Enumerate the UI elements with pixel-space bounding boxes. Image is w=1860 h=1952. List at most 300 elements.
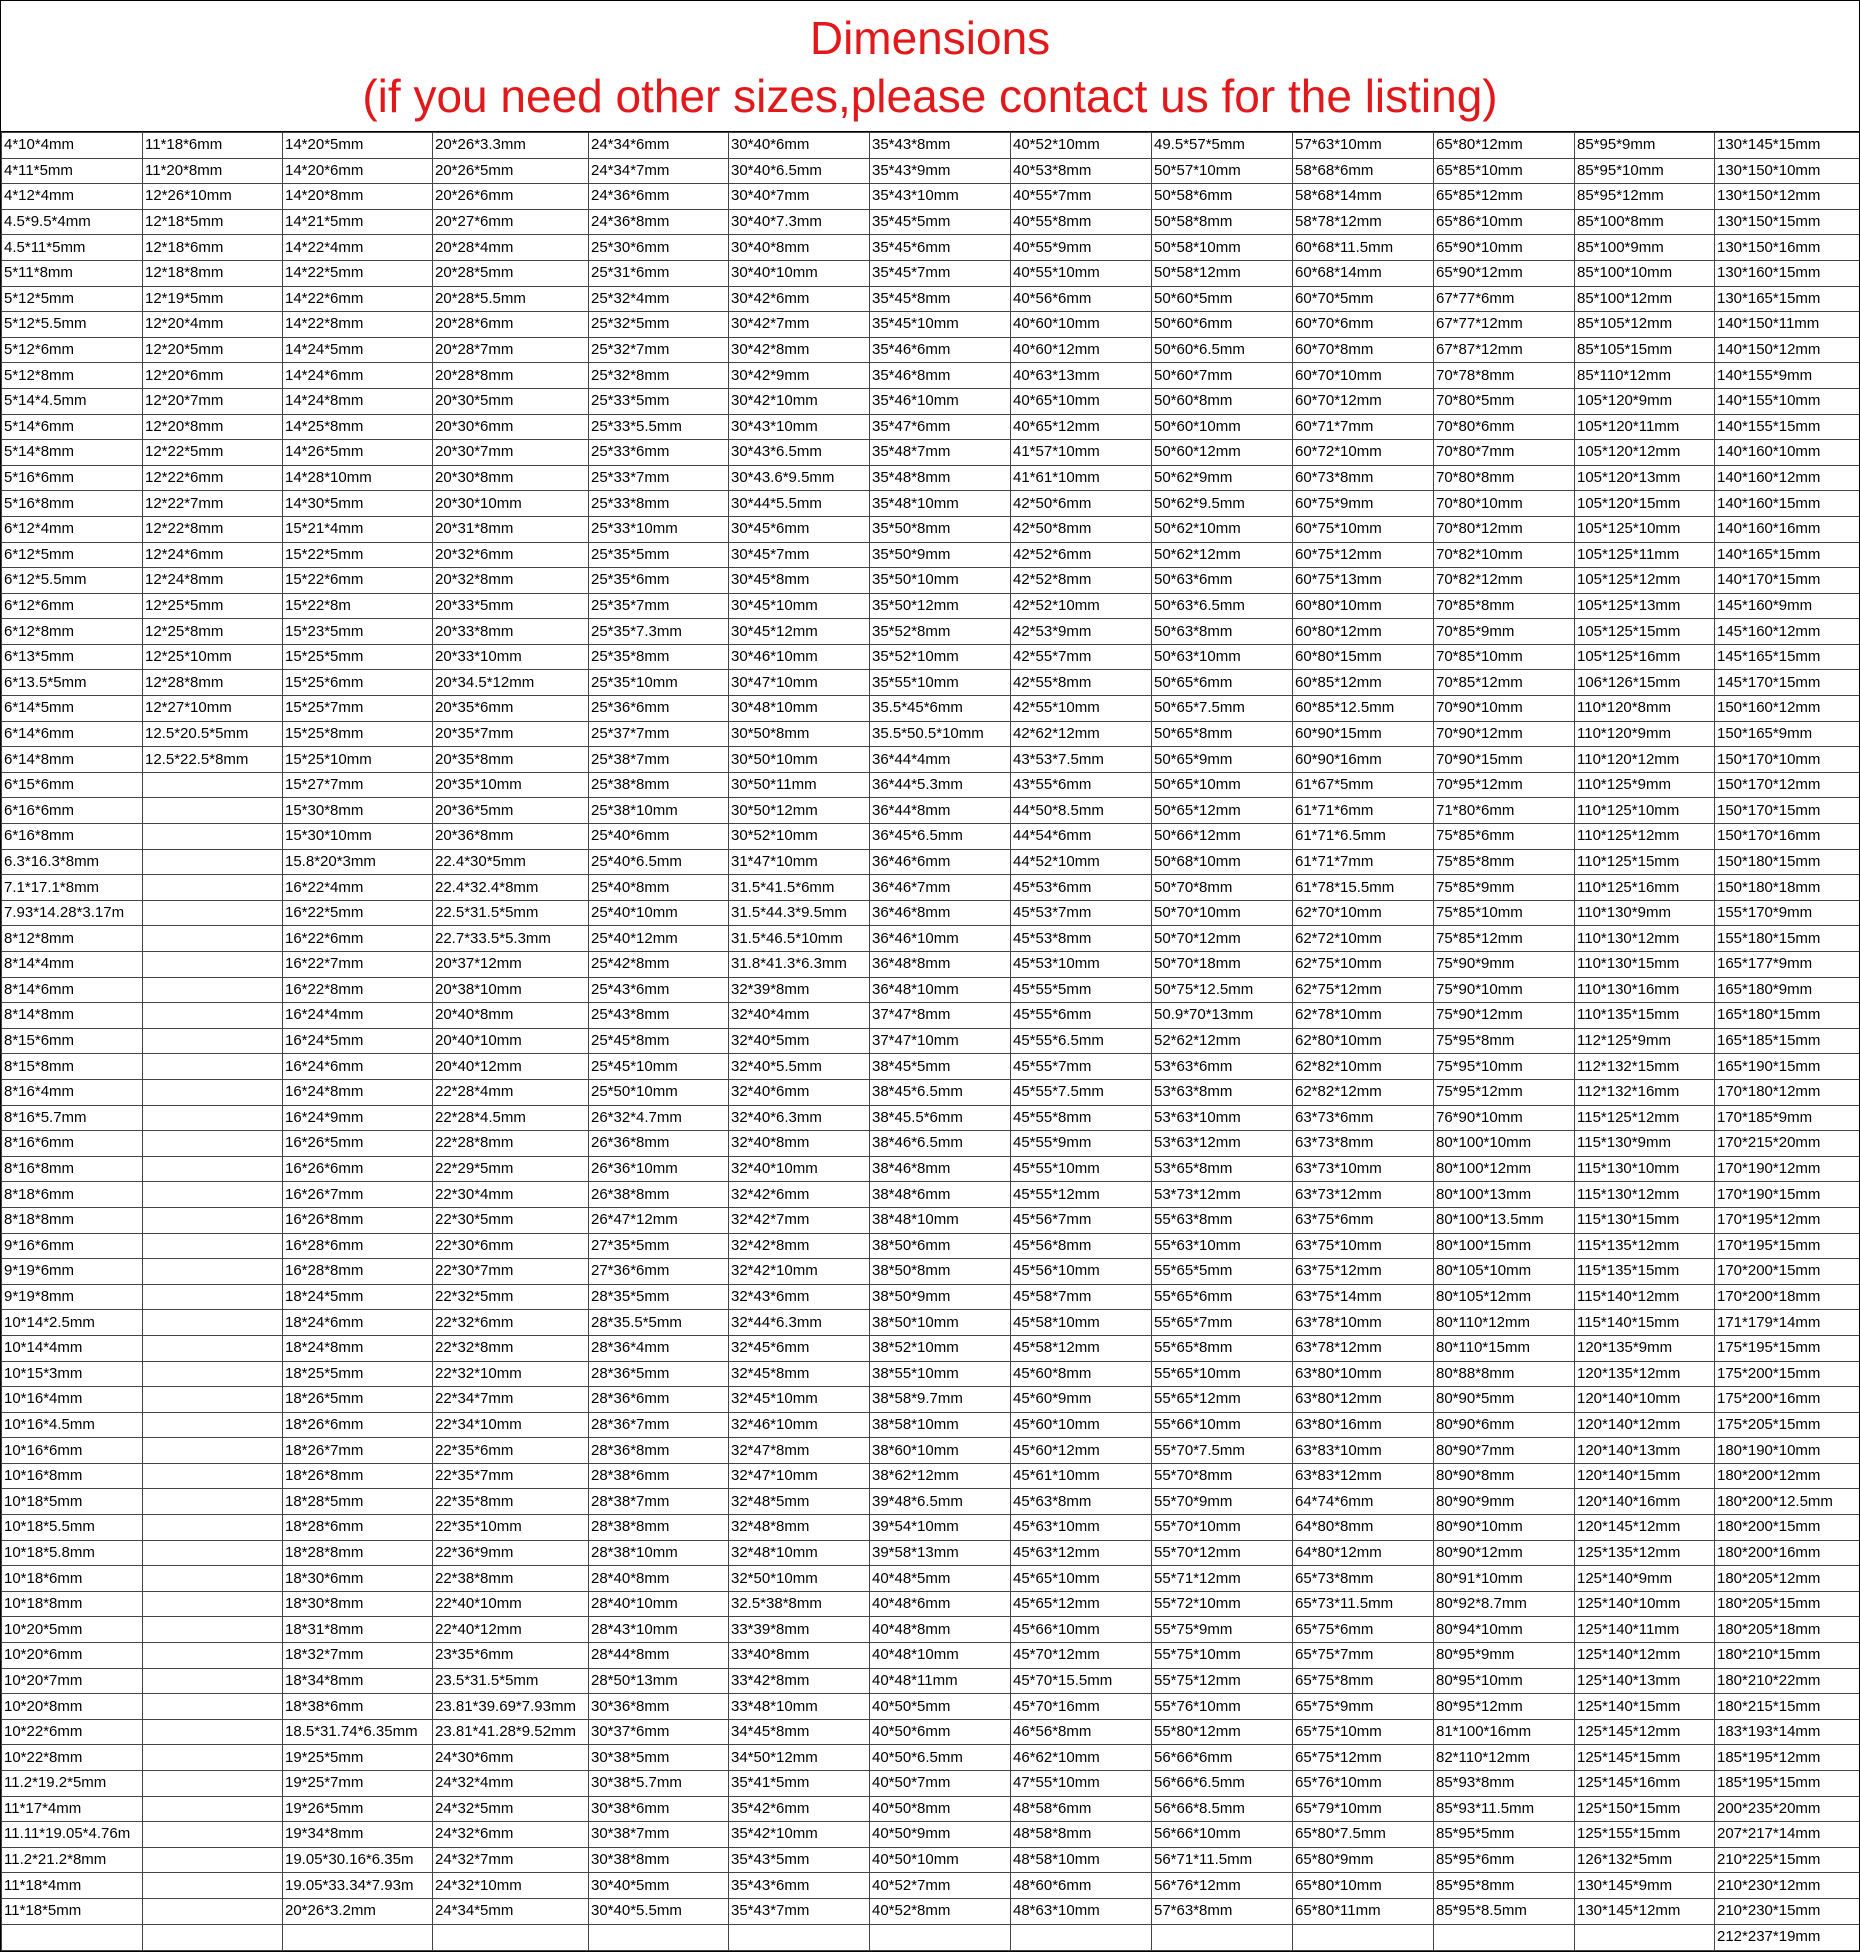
size-cell: 65*75*8mm xyxy=(1293,1668,1434,1694)
size-cell: 33*48*10mm xyxy=(729,1694,870,1720)
size-cell xyxy=(143,926,283,952)
size-cell: 30*46*10mm xyxy=(729,644,870,670)
size-cell: 36*44*4mm xyxy=(870,747,1011,773)
size-cell: 26*36*8mm xyxy=(589,1131,729,1157)
size-cell: 12*18*5mm xyxy=(143,209,283,235)
size-cell: 15*27*7mm xyxy=(283,772,433,798)
size-cell: 15*30*10mm xyxy=(283,824,433,850)
size-cell: 170*195*15mm xyxy=(1715,1233,1860,1259)
size-cell: 12*22*5mm xyxy=(143,440,283,466)
size-cell: 140*155*10mm xyxy=(1715,388,1860,414)
size-cell: 180*205*12mm xyxy=(1715,1566,1860,1592)
size-cell xyxy=(143,1847,283,1873)
size-cell: 115*130*15mm xyxy=(1575,1207,1715,1233)
size-cell: 28*35.5*5mm xyxy=(589,1310,729,1336)
table-row xyxy=(2,798,1860,824)
size-cell: 24*36*8mm xyxy=(589,209,729,235)
size-cell: 60*72*10mm xyxy=(1293,440,1434,466)
size-cell: 30*50*12mm xyxy=(729,798,870,824)
size-cell: 28*38*8mm xyxy=(589,1515,729,1541)
size-cell: 24*32*7mm xyxy=(433,1847,589,1873)
size-cell: 22*30*7mm xyxy=(433,1259,589,1285)
table-row xyxy=(2,337,1860,363)
size-cell: 60*75*12mm xyxy=(1293,542,1434,568)
size-cell: 12*19*5mm xyxy=(143,286,283,312)
size-cell: 130*145*9mm xyxy=(1575,1873,1715,1899)
size-cell: 25*40*12mm xyxy=(589,926,729,952)
size-cell: 60*85*12.5mm xyxy=(1293,696,1434,722)
size-cell: 64*80*8mm xyxy=(1293,1515,1434,1541)
size-cell: 6*13*5mm xyxy=(2,644,143,670)
size-cell: 110*130*9mm xyxy=(1575,900,1715,926)
size-cell: 20*36*5mm xyxy=(433,798,589,824)
size-cell: 20*28*5mm xyxy=(433,260,589,286)
size-cell: 35*50*8mm xyxy=(870,516,1011,542)
size-cell: 45*60*10mm xyxy=(1011,1412,1152,1438)
size-cell: 180*190*10mm xyxy=(1715,1438,1860,1464)
size-cell: 45*53*7mm xyxy=(1011,900,1152,926)
size-cell: 85*100*10mm xyxy=(1575,260,1715,286)
size-cell xyxy=(1011,1924,1152,1950)
size-cell: 48*58*8mm xyxy=(1011,1822,1152,1848)
size-cell: 50*63*6.5mm xyxy=(1152,593,1293,619)
size-cell: 45*66*10mm xyxy=(1011,1617,1152,1643)
size-cell: 50*60*6mm xyxy=(1152,312,1293,338)
size-cell xyxy=(143,1924,283,1950)
size-cell: 145*160*12mm xyxy=(1715,619,1860,645)
size-cell: 70*95*12mm xyxy=(1434,772,1575,798)
size-cell xyxy=(143,1233,283,1259)
size-cell: 16*26*7mm xyxy=(283,1182,433,1208)
table-row xyxy=(2,260,1860,286)
page-title: Dimensions xyxy=(809,12,1051,64)
size-cell: 10*14*2.5mm xyxy=(2,1310,143,1336)
size-cell: 67*77*12mm xyxy=(1434,312,1575,338)
size-cell: 20*27*6mm xyxy=(433,209,589,235)
size-cell xyxy=(283,1924,433,1950)
size-cell: 80*92*8.7mm xyxy=(1434,1591,1575,1617)
size-cell: 140*155*9mm xyxy=(1715,363,1860,389)
size-cell: 22*29*5mm xyxy=(433,1156,589,1182)
size-cell: 22.5*31.5*5mm xyxy=(433,900,589,926)
size-cell: 80*95*9mm xyxy=(1434,1643,1575,1669)
size-cell: 20*28*7mm xyxy=(433,337,589,363)
size-cell: 105*125*12mm xyxy=(1575,568,1715,594)
size-cell: 20*34.5*12mm xyxy=(433,670,589,696)
size-cell xyxy=(143,875,283,901)
size-cell: 24*34*6mm xyxy=(589,133,729,159)
size-cell: 125*140*11mm xyxy=(1575,1617,1715,1643)
table-row xyxy=(2,977,1860,1003)
size-cell: 115*125*12mm xyxy=(1575,1105,1715,1131)
size-cell: 18*28*8mm xyxy=(283,1540,433,1566)
table-row xyxy=(2,1284,1860,1310)
size-cell: 140*160*10mm xyxy=(1715,440,1860,466)
size-cell: 110*130*16mm xyxy=(1575,977,1715,1003)
size-cell: 55*75*10mm xyxy=(1152,1643,1293,1669)
size-cell: 20*30*8mm xyxy=(433,465,589,491)
size-cell xyxy=(143,1643,283,1669)
size-cell: 50*65*7.5mm xyxy=(1152,696,1293,722)
size-cell: 5*16*6mm xyxy=(2,465,143,491)
size-cell: 25*35*8mm xyxy=(589,644,729,670)
size-cell: 50*57*10mm xyxy=(1152,158,1293,184)
size-cell: 35*46*8mm xyxy=(870,363,1011,389)
size-cell: 14*22*4mm xyxy=(283,235,433,261)
size-cell: 40*60*10mm xyxy=(1011,312,1152,338)
size-cell: 27*36*6mm xyxy=(589,1259,729,1285)
size-cell: 23.81*41.28*9.52mm xyxy=(433,1719,589,1745)
size-cell: 26*32*4.7mm xyxy=(589,1105,729,1131)
size-cell: 55*65*7mm xyxy=(1152,1310,1293,1336)
size-cell: 105*120*12mm xyxy=(1575,440,1715,466)
size-cell xyxy=(143,1079,283,1105)
size-cell: 63*75*12mm xyxy=(1293,1259,1434,1285)
size-cell: 35*48*7mm xyxy=(870,440,1011,466)
size-cell: 5*12*5.5mm xyxy=(2,312,143,338)
size-cell: 45*53*8mm xyxy=(1011,926,1152,952)
table-row xyxy=(2,1924,1860,1950)
table-row xyxy=(2,1668,1860,1694)
size-cell: 62*72*10mm xyxy=(1293,926,1434,952)
size-cell: 80*90*7mm xyxy=(1434,1438,1575,1464)
size-cell: 6*14*6mm xyxy=(2,721,143,747)
size-cell: 10*16*4.5mm xyxy=(2,1412,143,1438)
size-cell: 80*110*12mm xyxy=(1434,1310,1575,1336)
size-cell: 15*25*8mm xyxy=(283,721,433,747)
size-cell: 20*30*6mm xyxy=(433,414,589,440)
table-row xyxy=(2,440,1860,466)
size-cell: 18*26*8mm xyxy=(283,1463,433,1489)
size-cell: 38*50*8mm xyxy=(870,1259,1011,1285)
size-cell: 170*190*12mm xyxy=(1715,1156,1860,1182)
size-cell: 32*48*8mm xyxy=(729,1515,870,1541)
size-cell: 35*45*8mm xyxy=(870,286,1011,312)
size-cell: 4*11*5mm xyxy=(2,158,143,184)
size-cell: 180*200*12mm xyxy=(1715,1463,1860,1489)
size-cell: 105*125*15mm xyxy=(1575,619,1715,645)
size-cell: 38*62*12mm xyxy=(870,1463,1011,1489)
size-cell xyxy=(143,824,283,850)
size-cell: 60*71*7mm xyxy=(1293,414,1434,440)
size-cell: 28*38*7mm xyxy=(589,1489,729,1515)
size-cell: 25*43*6mm xyxy=(589,977,729,1003)
size-cell: 65*90*12mm xyxy=(1434,260,1575,286)
size-cell xyxy=(143,1463,283,1489)
size-cell: 85*105*12mm xyxy=(1575,312,1715,338)
table-row xyxy=(2,363,1860,389)
size-cell: 32*45*8mm xyxy=(729,1361,870,1387)
table-row xyxy=(2,414,1860,440)
table-row xyxy=(2,312,1860,338)
size-cell xyxy=(143,1361,283,1387)
size-cell: 45*55*10mm xyxy=(1011,1156,1152,1182)
size-cell: 30*38*7mm xyxy=(589,1822,729,1848)
size-cell: 55*65*12mm xyxy=(1152,1387,1293,1413)
table-row xyxy=(2,1719,1860,1745)
size-cell: 60*70*6mm xyxy=(1293,312,1434,338)
size-cell: 48*58*6mm xyxy=(1011,1796,1152,1822)
size-cell: 180*200*12.5mm xyxy=(1715,1489,1860,1515)
size-cell: 55*65*8mm xyxy=(1152,1335,1293,1361)
size-cell xyxy=(143,1284,283,1310)
size-cell xyxy=(143,1719,283,1745)
size-cell: 150*170*15mm xyxy=(1715,798,1860,824)
table-row xyxy=(2,1566,1860,1592)
size-cell: 63*80*16mm xyxy=(1293,1412,1434,1438)
size-cell: 16*26*5mm xyxy=(283,1131,433,1157)
size-cell: 35*48*10mm xyxy=(870,491,1011,517)
size-cell: 30*36*8mm xyxy=(589,1694,729,1720)
size-cell: 28*38*10mm xyxy=(589,1540,729,1566)
size-cell: 6*16*8mm xyxy=(2,824,143,850)
size-cell: 36*46*6mm xyxy=(870,849,1011,875)
table-row xyxy=(2,593,1860,619)
table-row xyxy=(2,1028,1860,1054)
size-cell: 183*193*14mm xyxy=(1715,1719,1860,1745)
size-cell: 12*20*6mm xyxy=(143,363,283,389)
size-cell: 14*24*5mm xyxy=(283,337,433,363)
size-cell: 120*140*13mm xyxy=(1575,1438,1715,1464)
size-cell: 67*77*6mm xyxy=(1434,286,1575,312)
size-cell: 115*135*15mm xyxy=(1575,1259,1715,1285)
size-cell: 80*91*10mm xyxy=(1434,1566,1575,1592)
size-cell: 38*60*10mm xyxy=(870,1438,1011,1464)
size-cell: 15*25*7mm xyxy=(283,696,433,722)
size-cell: 11.2*19.2*5mm xyxy=(2,1771,143,1797)
size-cell: 41*61*10mm xyxy=(1011,465,1152,491)
size-cell: 41*57*10mm xyxy=(1011,440,1152,466)
size-cell: 18*28*5mm xyxy=(283,1489,433,1515)
size-cell: 14*22*8mm xyxy=(283,312,433,338)
size-cell: 35*43*5mm xyxy=(729,1847,870,1873)
size-cell: 130*160*15mm xyxy=(1715,260,1860,286)
size-cell: 35.5*45*6mm xyxy=(870,696,1011,722)
size-cell: 45*70*12mm xyxy=(1011,1643,1152,1669)
table-row xyxy=(2,772,1860,798)
size-cell: 125*140*12mm xyxy=(1575,1643,1715,1669)
size-cell: 20*40*10mm xyxy=(433,1028,589,1054)
size-cell: 30*44*5.5mm xyxy=(729,491,870,517)
size-cell: 28*50*13mm xyxy=(589,1668,729,1694)
size-cell: 130*165*15mm xyxy=(1715,286,1860,312)
size-cell: 65*73*11.5mm xyxy=(1293,1591,1434,1617)
size-cell: 56*66*6mm xyxy=(1152,1745,1293,1771)
size-cell: 10*16*6mm xyxy=(2,1438,143,1464)
size-cell: 16*28*6mm xyxy=(283,1233,433,1259)
size-cell: 30*38*5.7mm xyxy=(589,1771,729,1797)
size-cell: 25*32*7mm xyxy=(589,337,729,363)
size-cell: 65*75*9mm xyxy=(1293,1694,1434,1720)
table-row xyxy=(2,1079,1860,1105)
size-cell: 85*100*9mm xyxy=(1575,235,1715,261)
size-cell: 140*160*15mm xyxy=(1715,491,1860,517)
size-cell: 28*36*8mm xyxy=(589,1438,729,1464)
size-cell: 16*22*5mm xyxy=(283,900,433,926)
size-cell: 45*55*9mm xyxy=(1011,1131,1152,1157)
size-cell: 22*38*8mm xyxy=(433,1566,589,1592)
table-row xyxy=(2,1387,1860,1413)
size-cell: 175*205*15mm xyxy=(1715,1412,1860,1438)
size-cell: 65*80*11mm xyxy=(1293,1898,1434,1924)
size-cell: 75*85*10mm xyxy=(1434,900,1575,926)
size-cell: 18*26*7mm xyxy=(283,1438,433,1464)
size-cell: 48*63*10mm xyxy=(1011,1898,1152,1924)
size-cell: 25*33*8mm xyxy=(589,491,729,517)
size-cell: 210*230*15mm xyxy=(1715,1898,1860,1924)
size-cell: 6*15*6mm xyxy=(2,772,143,798)
size-cell: 36*45*6.5mm xyxy=(870,824,1011,850)
size-cell: 38*48*10mm xyxy=(870,1207,1011,1233)
size-cell: 25*32*5mm xyxy=(589,312,729,338)
size-cell: 105*120*9mm xyxy=(1575,388,1715,414)
size-cell: 50*66*12mm xyxy=(1152,824,1293,850)
size-cell: 165*185*15mm xyxy=(1715,1028,1860,1054)
size-cell: 70*85*12mm xyxy=(1434,670,1575,696)
size-cell: 65*75*6mm xyxy=(1293,1617,1434,1643)
size-cell: 38*46*8mm xyxy=(870,1156,1011,1182)
size-cell: 120*140*16mm xyxy=(1575,1489,1715,1515)
size-cell: 18*38*6mm xyxy=(283,1694,433,1720)
size-cell: 20*32*6mm xyxy=(433,542,589,568)
size-cell: 22*28*4mm xyxy=(433,1079,589,1105)
table-row xyxy=(2,1054,1860,1080)
size-cell: 30*40*7mm xyxy=(729,184,870,210)
table-row xyxy=(2,1361,1860,1387)
size-cell: 40*48*10mm xyxy=(870,1643,1011,1669)
size-cell: 40*50*9mm xyxy=(870,1822,1011,1848)
size-cell: 50*60*12mm xyxy=(1152,440,1293,466)
size-cell: 20*40*12mm xyxy=(433,1054,589,1080)
size-cell: 16*28*8mm xyxy=(283,1259,433,1285)
size-cell: 14*22*6mm xyxy=(283,286,433,312)
size-cell: 75*90*9mm xyxy=(1434,952,1575,978)
size-cell: 35*45*6mm xyxy=(870,235,1011,261)
size-cell: 12*25*5mm xyxy=(143,593,283,619)
size-cell: 40*48*11mm xyxy=(870,1668,1011,1694)
size-cell: 125*145*16mm xyxy=(1575,1771,1715,1797)
size-cell: 30*43*10mm xyxy=(729,414,870,440)
table-row xyxy=(2,1463,1860,1489)
size-cell: 30*45*10mm xyxy=(729,593,870,619)
size-cell: 85*95*8mm xyxy=(1434,1873,1575,1899)
size-cell: 70*82*12mm xyxy=(1434,568,1575,594)
size-cell: 80*95*12mm xyxy=(1434,1694,1575,1720)
size-cell: 60*70*12mm xyxy=(1293,388,1434,414)
size-cell: 15*22*6mm xyxy=(283,568,433,594)
table-row xyxy=(2,926,1860,952)
size-cell: 20*26*3.3mm xyxy=(433,133,589,159)
size-cell: 150*180*15mm xyxy=(1715,849,1860,875)
table-row xyxy=(2,1207,1860,1233)
size-cell: 35*52*10mm xyxy=(870,644,1011,670)
size-cell: 65*80*9mm xyxy=(1293,1847,1434,1873)
table-row xyxy=(2,542,1860,568)
size-cell: 20*28*6mm xyxy=(433,312,589,338)
size-cell: 42*50*6mm xyxy=(1011,491,1152,517)
size-cell: 62*82*12mm xyxy=(1293,1079,1434,1105)
size-cell: 62*70*10mm xyxy=(1293,900,1434,926)
size-cell: 50*62*9mm xyxy=(1152,465,1293,491)
size-cell: 20*26*6mm xyxy=(433,184,589,210)
size-cell: 30*43*6.5mm xyxy=(729,440,870,466)
size-cell: 7.93*14.28*3.17m xyxy=(2,900,143,926)
size-cell: 10*16*8mm xyxy=(2,1463,143,1489)
table-row xyxy=(2,235,1860,261)
size-cell: 40*55*7mm xyxy=(1011,184,1152,210)
size-cell: 38*45.5*6mm xyxy=(870,1105,1011,1131)
size-cell: 42*52*10mm xyxy=(1011,593,1152,619)
size-cell: 45*55*7mm xyxy=(1011,1054,1152,1080)
size-cell: 60*80*12mm xyxy=(1293,619,1434,645)
size-cell: 130*145*15mm xyxy=(1715,133,1860,159)
size-cell: 30*38*6mm xyxy=(589,1796,729,1822)
size-cell: 45*63*8mm xyxy=(1011,1489,1152,1515)
size-cell: 32*43*6mm xyxy=(729,1284,870,1310)
size-cell: 25*45*10mm xyxy=(589,1054,729,1080)
size-cell: 22*32*5mm xyxy=(433,1284,589,1310)
size-cell: 32*42*6mm xyxy=(729,1182,870,1208)
size-cell: 25*37*7mm xyxy=(589,721,729,747)
size-cell: 85*100*12mm xyxy=(1575,286,1715,312)
size-cell: 170*180*12mm xyxy=(1715,1079,1860,1105)
size-cell: 53*73*12mm xyxy=(1152,1182,1293,1208)
table-row xyxy=(2,1233,1860,1259)
size-cell: 20*28*8mm xyxy=(433,363,589,389)
size-cell xyxy=(143,849,283,875)
size-cell: 32*40*6mm xyxy=(729,1079,870,1105)
size-cell: 105*120*15mm xyxy=(1575,491,1715,517)
header xyxy=(1,1,1859,132)
size-cell: 6*12*8mm xyxy=(2,619,143,645)
size-cell: 11*20*8mm xyxy=(143,158,283,184)
size-cell: 105*120*13mm xyxy=(1575,465,1715,491)
size-cell: 34*50*12mm xyxy=(729,1745,870,1771)
size-cell: 22*32*6mm xyxy=(433,1310,589,1336)
size-cell: 12*18*6mm xyxy=(143,235,283,261)
size-cell: 50*62*12mm xyxy=(1152,542,1293,568)
size-cell: 50*65*6mm xyxy=(1152,670,1293,696)
size-cell: 45*56*8mm xyxy=(1011,1233,1152,1259)
size-cell: 175*200*15mm xyxy=(1715,1361,1860,1387)
size-cell: 18*25*5mm xyxy=(283,1361,433,1387)
size-cell: 80*100*10mm xyxy=(1434,1131,1575,1157)
size-cell: 61*78*15.5mm xyxy=(1293,875,1434,901)
size-cell: 80*90*10mm xyxy=(1434,1515,1575,1541)
size-cell: 70*90*10mm xyxy=(1434,696,1575,722)
size-cell: 30*40*7.3mm xyxy=(729,209,870,235)
size-cell: 55*65*5mm xyxy=(1152,1259,1293,1285)
size-cell: 18*34*8mm xyxy=(283,1668,433,1694)
size-cell: 185*195*15mm xyxy=(1715,1771,1860,1797)
size-cell: 40*55*9mm xyxy=(1011,235,1152,261)
size-cell: 20*30*10mm xyxy=(433,491,589,517)
size-cell: 50*70*8mm xyxy=(1152,875,1293,901)
size-cell: 12.5*20.5*5mm xyxy=(143,721,283,747)
size-cell: 36*48*10mm xyxy=(870,977,1011,1003)
size-cell: 75*90*10mm xyxy=(1434,977,1575,1003)
size-cell: 11*18*5mm xyxy=(2,1898,143,1924)
size-cell: 35*42*10mm xyxy=(729,1822,870,1848)
size-cell xyxy=(589,1924,729,1950)
size-cell: 24*34*5mm xyxy=(433,1898,589,1924)
size-cell xyxy=(143,1131,283,1157)
size-cell: 42*52*6mm xyxy=(1011,542,1152,568)
size-cell: 40*53*8mm xyxy=(1011,158,1152,184)
size-cell: 70*78*8mm xyxy=(1434,363,1575,389)
dimensions-table xyxy=(1,132,1860,1951)
size-cell: 55*71*12mm xyxy=(1152,1566,1293,1592)
